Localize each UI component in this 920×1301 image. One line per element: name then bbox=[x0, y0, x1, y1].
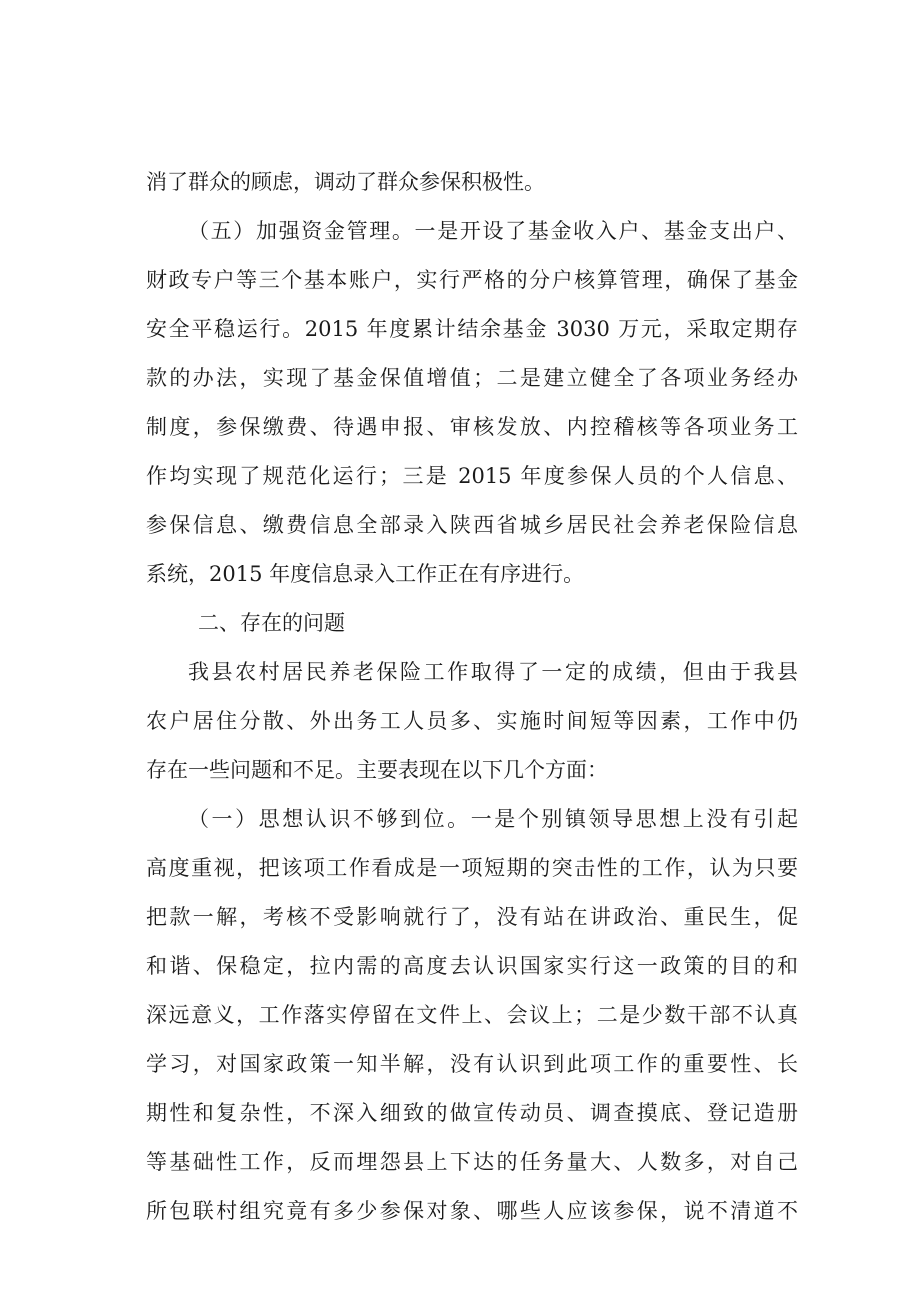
text-line: 存在一些问题和不足。主要表现在以下几个方面： bbox=[146, 758, 608, 782]
text-line: 消了群众的顾虑，调动了群众参保积极性。 bbox=[146, 170, 545, 194]
text-line: （五）加强资金管理。一是开设了基金收入户、基金支出户、 bbox=[188, 219, 798, 243]
text-line: 深远意义，工作落实停留在文件上、会议上；二是少数干部不认真 bbox=[146, 1003, 798, 1027]
text-line: 系统，2015 年度信息录入工作正在有序进行。 bbox=[146, 562, 585, 586]
document-body bbox=[146, 158, 798, 1236]
text-line: 农户居住分散、外出务工人员多、实施时间短等因素，工作中仍 bbox=[146, 709, 798, 733]
section-heading: 二、存在的问题 bbox=[198, 611, 345, 635]
text-line: 财政专户等三个基本账户，实行严格的分户核算管理，确保了基金 bbox=[146, 268, 798, 292]
text-line: 把款一解，考核不受影响就行了，没有站在讲政治、重民生，促 bbox=[146, 905, 798, 929]
text-line: 款的办法，实现了基金保值增值；二是建立健全了各项业务经办 bbox=[146, 366, 798, 390]
text-line: 作均实现了规范化运行；三是 2015 年度参保人员的个人信息、 bbox=[146, 464, 798, 488]
text-line: （一）思想认识不够到位。一是个别镇领导思想上没有引起 bbox=[188, 807, 798, 831]
text-line: 高度重视，把该项工作看成是一项短期的突击性的工作，认为只要 bbox=[146, 856, 798, 880]
text-line: 学习，对国家政策一知半解，没有认识到此项工作的重要性、长 bbox=[146, 1052, 798, 1076]
text-line: 参保信息、缴费信息全部录入陕西省城乡居民社会养老保险信息 bbox=[146, 513, 798, 537]
text-line: 等基础性工作，反而埋怨县上下达的任务量大、人数多，对自己 bbox=[146, 1150, 798, 1174]
text-line: 制度，参保缴费、待遇申报、审核发放、内控稽核等各项业务工 bbox=[146, 415, 798, 439]
text-line: 我县农村居民养老保险工作取得了一定的成绩，但由于我县 bbox=[188, 660, 798, 684]
text-line: 和谐、保稳定，拉内需的高度去认识国家实行这一政策的目的和 bbox=[146, 954, 798, 978]
text-line: 期性和复杂性，不深入细致的做宣传动员、调查摸底、登记造册 bbox=[146, 1101, 798, 1125]
text-line: 安全平稳运行。2015 年度累计结余基金 3030 万元，采取定期存 bbox=[146, 317, 798, 341]
text-line: 所包联村组究竟有多少参保对象、哪些人应该参保，说不清道不 bbox=[146, 1199, 798, 1223]
